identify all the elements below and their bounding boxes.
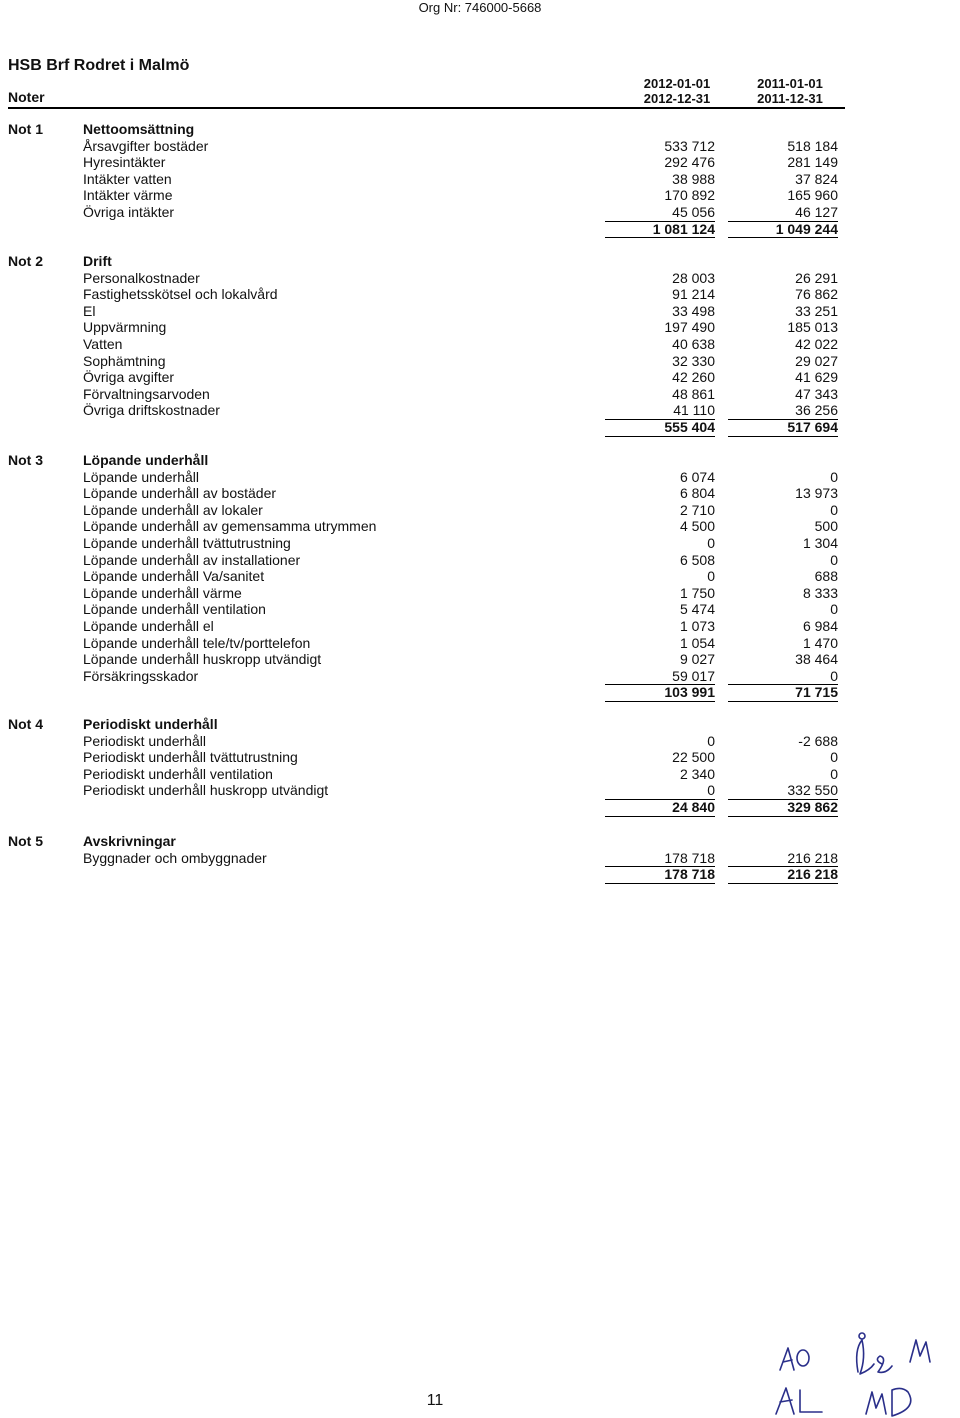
total-2012: 555 404 [605,419,715,437]
note-rows [83,452,853,701]
row-label: Löpande underhåll ventilation [83,601,266,618]
table-row [83,733,853,750]
row-label: Intäkter vatten [83,170,172,187]
total-row [83,866,853,883]
total-row [83,684,853,701]
row-value-2011: 47 343 [795,385,838,402]
row-value-2011: 26 291 [795,269,838,286]
row-label: Löpande underhåll huskropp utvändigt [83,651,322,668]
row-value-2011: 0 [830,749,838,766]
table-row [83,402,853,419]
row-value-2012: 6 074 [679,468,715,485]
row-value-2012: 5 474 [679,601,715,618]
row-value-2012: 41 110 [605,402,715,420]
row-value-2011: 8 333 [802,584,838,601]
row-value-2012: 170 892 [664,187,715,204]
row-value-2011: 0 [830,551,838,568]
row-value-2012: 0 [707,732,715,749]
row-label: Löpande underhåll tvättutrustning [83,534,291,551]
page-number: 11 [426,1392,444,1409]
row-value-2011: 332 550 [728,782,838,800]
period-2011-to: 2011-12-31 [757,91,823,106]
row-label: Löpande underhåll av bostäder [83,485,277,502]
row-value-2012: 91 214 [672,286,715,303]
row-value-2011: 6 984 [802,617,838,634]
row-value-2011: 688 [814,568,838,585]
row-label: Fastighetsskötsel och lokalvård [83,286,278,303]
row-value-2011: 165 960 [787,187,838,204]
table-row [83,668,853,685]
row-label: Uppvärmning [83,319,167,336]
table-row [83,386,853,403]
row-value-2012: 6 804 [679,485,715,502]
row-value-2011: 41 629 [795,369,838,386]
row-value-2012: 1 073 [679,617,715,634]
row-value-2011: 29 027 [795,352,838,369]
total-2011: 329 862 [728,799,838,817]
period-2011-from: 2011-01-01 [757,76,823,91]
row-label: Löpande underhåll av lokaler [83,501,263,518]
note-title: Löpande underhåll [83,452,209,468]
row-value-2011: 518 184 [787,137,838,154]
row-value-2012: 292 476 [664,154,715,171]
note-title-row [83,833,853,850]
table-row [83,585,853,602]
row-value-2012: 6 508 [679,551,715,568]
note-rows [83,121,853,237]
table-row [83,319,853,336]
row-value-2011: 46 127 [728,204,838,222]
row-label: Löpande underhåll av installationer [83,551,301,568]
row-value-2011: 185 013 [787,319,838,336]
row-value-2012: 40 638 [672,335,715,352]
note-title: Drift [83,253,112,269]
table-row [83,568,853,585]
table-row [83,552,853,569]
row-value-2012: 9 027 [679,651,715,668]
header-rule [8,107,845,109]
row-value-2012: 4 500 [679,518,715,535]
row-value-2011: 500 [814,518,838,535]
row-value-2012: 0 [605,782,715,800]
association-name: HSB Brf Rodret i Malmö [8,57,190,74]
total-2011: 517 694 [728,419,838,437]
table-row [83,485,853,502]
row-value-2012: 28 003 [672,269,715,286]
row-value-2012: 33 498 [672,302,715,319]
row-value-2011: -2 688 [798,732,838,749]
table-row [83,535,853,552]
table-row [83,353,853,370]
row-label: Vatten [83,335,123,352]
row-value-2011: 76 862 [795,286,838,303]
period-2012-to: 2012-12-31 [643,91,711,106]
row-label: Löpande underhåll Va/sanitet [83,568,265,585]
row-label: Löpande underhåll [83,468,199,485]
row-value-2011: 0 [728,668,838,686]
row-label: Årsavgifter bostäder [83,137,209,154]
table-row [83,138,853,155]
table-row [83,303,853,320]
total-2012: 24 840 [605,799,715,817]
row-value-2011: 1 470 [802,634,838,651]
total-2012: 1 081 124 [605,221,715,239]
row-label: Periodiskt underhåll tvättutrustning [83,749,298,766]
row-value-2011: 216 218 [728,850,838,868]
row-value-2012: 59 017 [605,668,715,686]
table-row [83,749,853,766]
row-label: Intäkter värme [83,187,173,204]
row-value-2011: 38 464 [795,651,838,668]
row-value-2012: 48 861 [672,385,715,402]
note-title: Periodiskt underhåll [83,716,218,732]
total-2011: 71 715 [728,684,838,702]
table-row [83,469,853,486]
row-value-2011: 281 149 [787,154,838,171]
org-number: Org Nr: 746000-5668 [418,0,542,15]
period-2012-from: 2012-01-01 [643,76,711,91]
row-value-2012: 178 718 [605,850,715,868]
row-label: Försäkringsskador [83,667,199,684]
total-2011: 1 049 244 [728,221,838,239]
row-value-2011: 1 304 [802,534,838,551]
table-row [83,154,853,171]
total-2011: 216 218 [728,866,838,884]
row-value-2012: 2 340 [679,765,715,782]
row-value-2012: 42 260 [672,369,715,386]
row-value-2011: 37 824 [795,170,838,187]
table-row [83,601,853,618]
row-value-2012: 38 988 [672,170,715,187]
table-row [83,502,853,519]
period-2011-header [725,76,855,106]
row-value-2011: 0 [830,468,838,485]
table-row [83,187,853,204]
row-value-2011: 0 [830,501,838,518]
noter-heading: Noter [8,89,45,105]
row-label: Byggnader och ombyggnader [83,849,267,866]
table-row [83,171,853,188]
note-title-row [83,716,853,733]
row-label: Övriga driftskostnader [83,402,220,419]
table-row [83,850,853,867]
row-label: Löpande underhåll el [83,617,214,634]
row-label: Övriga avgifter [83,369,175,386]
row-value-2012: 197 490 [664,319,715,336]
table-row [83,618,853,635]
table-row [83,286,853,303]
total-row [83,221,853,238]
total-2012: 103 991 [605,684,715,702]
table-row [83,766,853,783]
note-title-row [83,452,853,469]
note-label: Not 2 [8,253,43,269]
row-value-2012: 2 710 [679,501,715,518]
row-label: Löpande underhåll av gemensamma utrymmen [83,518,377,535]
row-label: Övriga intäkter [83,203,175,220]
note-label: Not 4 [8,716,43,732]
row-value-2012: 22 500 [672,749,715,766]
row-value-2011: 42 022 [795,335,838,352]
note-title-row [83,121,853,138]
row-value-2012: 1 750 [679,584,715,601]
table-row [83,518,853,535]
row-label: Sophämtning [83,352,166,369]
table-row [83,204,853,221]
row-value-2011: 36 256 [728,402,838,420]
total-2012: 178 718 [605,866,715,884]
row-value-2012: 0 [707,568,715,585]
row-label: Löpande underhåll tele/tv/porttelefon [83,634,311,651]
table-row [83,336,853,353]
table-row [83,270,853,287]
row-value-2012: 32 330 [672,352,715,369]
row-label: El [83,302,96,319]
row-value-2012: 0 [707,534,715,551]
row-value-2011: 0 [830,601,838,618]
row-label: Periodiskt underhåll ventilation [83,765,273,782]
row-value-2012: 533 712 [664,137,715,154]
note-title-row [83,253,853,270]
row-value-2012: 45 056 [605,204,715,222]
row-label: Löpande underhåll värme [83,584,242,601]
table-row [83,369,853,386]
table-row [83,782,853,799]
row-label: Periodiskt underhåll [83,732,206,749]
note-title: Nettoomsättning [83,121,195,137]
table-row [83,651,853,668]
row-label: Förvaltningsarvoden [83,385,210,402]
note-label: Not 1 [8,121,43,137]
total-row [83,419,853,436]
row-value-2011: 13 973 [795,485,838,502]
row-value-2011: 33 251 [795,302,838,319]
row-value-2012: 1 054 [679,634,715,651]
table-row [83,635,853,652]
total-row [83,799,853,816]
note-rows [83,716,853,816]
period-2012-header [612,76,742,106]
row-label: Periodiskt underhåll huskropp utvändigt [83,782,329,799]
row-value-2011: 0 [830,765,838,782]
note-label: Not 3 [8,452,43,468]
handwritten-initials-signature [770,1330,960,1418]
row-label: Hyresintäkter [83,154,166,171]
note-rows [83,253,853,436]
note-label: Not 5 [8,833,43,849]
note-rows [83,833,853,883]
note-title: Avskrivningar [83,833,176,849]
row-label: Personalkostnader [83,269,200,286]
